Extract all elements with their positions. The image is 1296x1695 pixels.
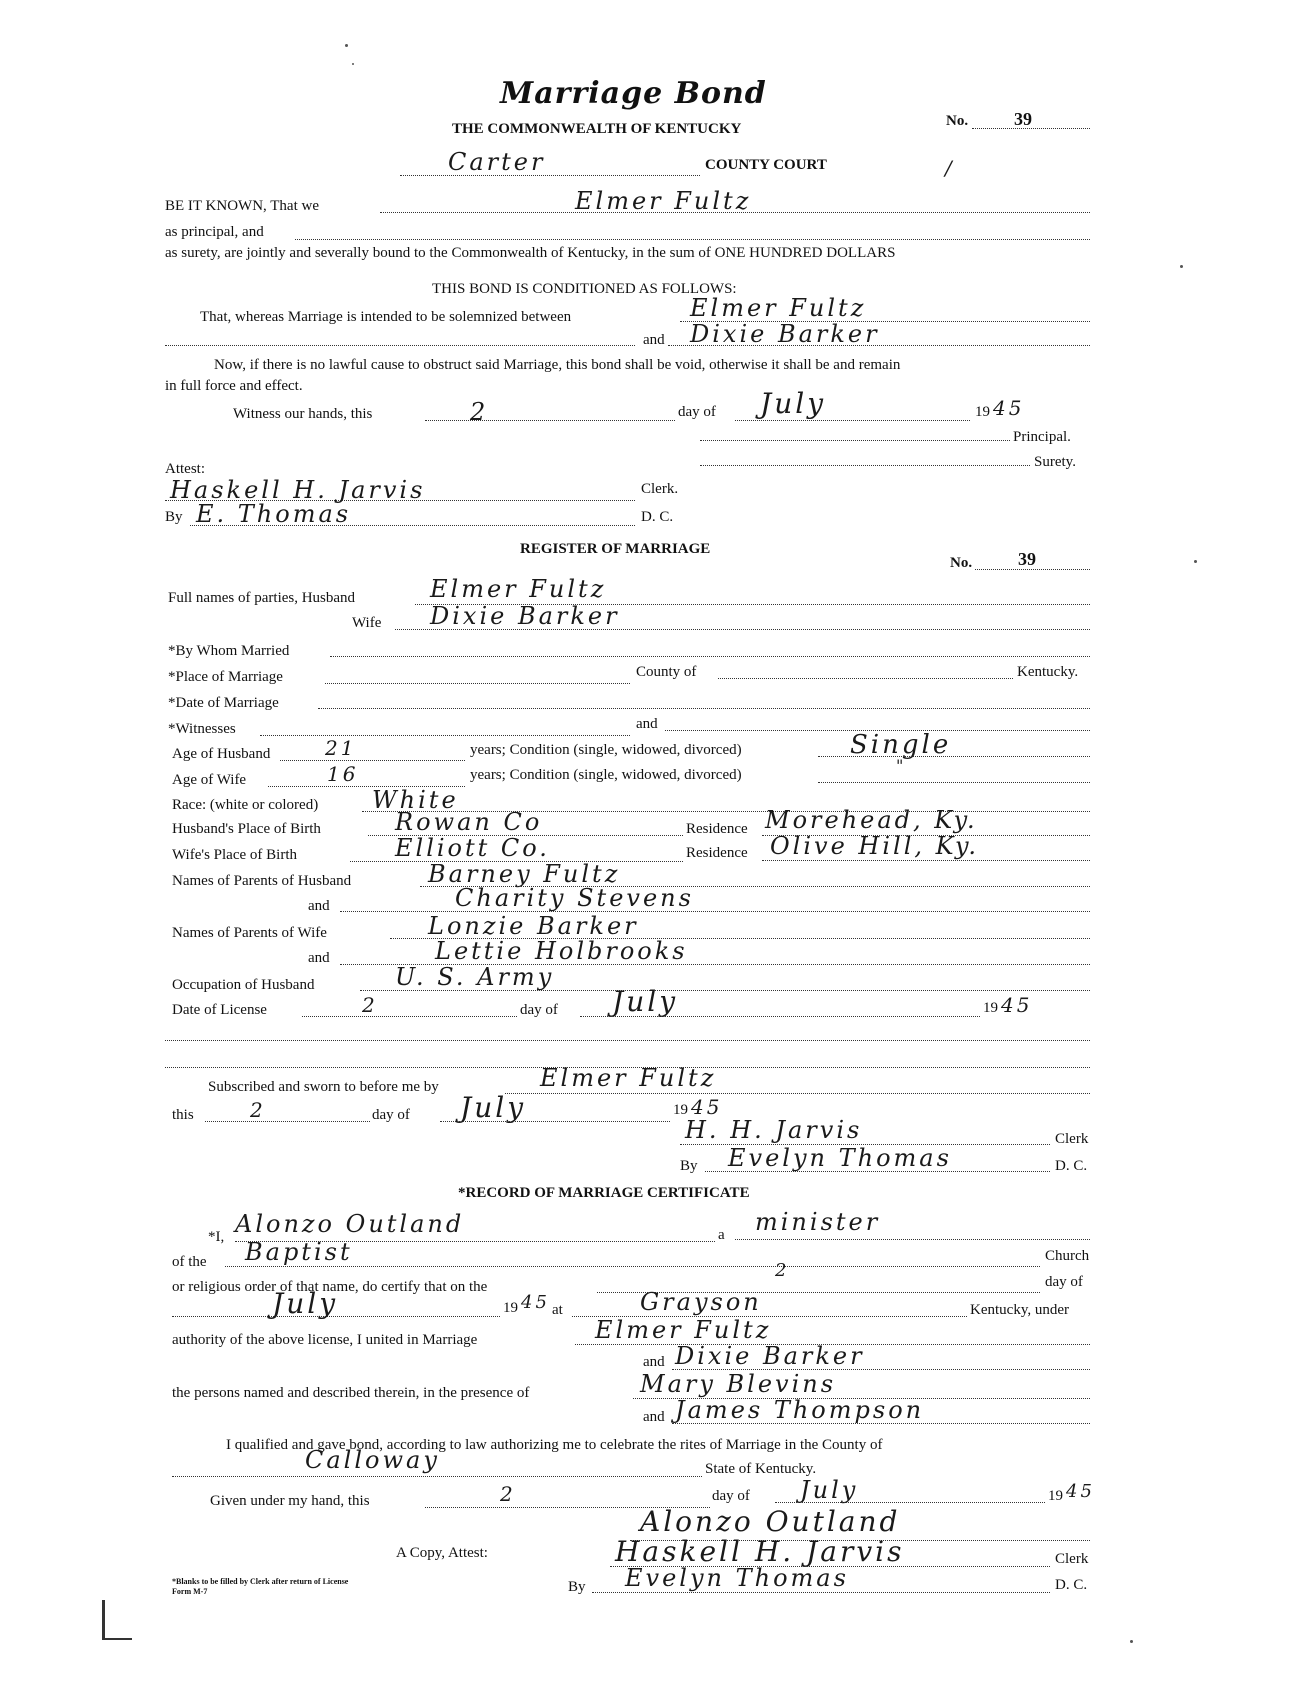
years-condition-wife-label: years; Condition (single, widowed, divorced) (470, 767, 742, 783)
copy-by-label: By (568, 1579, 586, 1595)
witness-month-line (735, 420, 970, 421)
state-of-kentucky: State of Kentucky. (705, 1461, 817, 1477)
sworn-name: Elmer Fultz (540, 1064, 717, 1092)
witness-year: 45 (993, 396, 1025, 420)
attest-dc-line (190, 525, 635, 526)
wife-birth-label: Wife's Place of Birth (172, 847, 297, 863)
copy-clerk-label: Clerk (1055, 1551, 1089, 1567)
by-whom-line (330, 656, 1090, 657)
cert-county-line (172, 1476, 702, 1477)
sworn-year: 45 (691, 1095, 723, 1119)
given-day: 2 (500, 1482, 516, 1506)
wife-residence: Olive Hill, Ky. (770, 832, 980, 860)
sworn-clerk-signature: H. H. Jarvis (685, 1116, 863, 1144)
parent-husband-1: Barney Fultz (428, 860, 621, 888)
as-principal-text: as principal, and (165, 224, 264, 240)
now-line2: in full force and effect. (165, 378, 303, 394)
cert-a-label: a (718, 1227, 725, 1243)
parents-husband-label: Names of Parents of Husband (172, 873, 352, 889)
principal-line (380, 212, 1090, 213)
sworn-name-line (505, 1093, 1090, 1094)
cert-and-bride-label: and (643, 1354, 665, 1370)
county-court-label: COUNTY COURT (705, 157, 827, 173)
condition-wife-ditto: " (896, 756, 907, 775)
given-year: 45 (1066, 1481, 1095, 1502)
age-husband: 21 (325, 736, 357, 760)
authority-text: authority of the above license, I united in Marriage (172, 1332, 478, 1348)
bond-party1: Elmer Fultz (690, 294, 867, 322)
scan-speck (1194, 560, 1197, 563)
cert-month: July (272, 1287, 339, 1320)
parent-wife-1: Lonzie Barker (428, 912, 639, 940)
full-names-label: Full names of parties, Husband (168, 590, 356, 606)
sworn-year-prefix: 19 (673, 1102, 688, 1118)
occupation-line (360, 990, 1090, 991)
as-surety-text: as surety, are jointly and severally bound to the Commonwealth of Kentucky, in the sum of ONE HUNDRED DOLLARS (165, 245, 896, 261)
wife-residence-label: Residence (686, 845, 748, 861)
cert-day: 2 (775, 1260, 790, 1281)
age-wife: 16 (327, 762, 359, 786)
bond-party2: Dixie Barker (690, 320, 880, 348)
witness-day-of: day of (678, 404, 716, 420)
be-it-known-text: BE IT KNOWN, That we (165, 198, 319, 214)
parents-wife-and: and (308, 950, 330, 966)
sworn-month-line (440, 1121, 670, 1122)
cert-bride: Dixie Barker (675, 1342, 865, 1370)
bond-and-label: and (643, 332, 665, 348)
condition-wife-line (818, 782, 1090, 783)
commonwealth-heading: THE COMMONWEALTH OF KENTUCKY (452, 121, 742, 137)
register-husband: Elmer Fultz (430, 575, 607, 603)
minister-name: Alonzo Outland (235, 1210, 465, 1238)
date-of-marriage-line (318, 708, 1090, 709)
county-line (400, 175, 700, 176)
license-day: 2 (362, 993, 378, 1017)
whereas-text: That, whereas Marriage is intended to be solemnized between (200, 309, 572, 325)
minister-title: minister (755, 1208, 881, 1236)
scan-edge-mark (102, 1600, 105, 1640)
cert-witness-2: James Thompson (675, 1396, 925, 1424)
attest-by-label: By (165, 509, 183, 525)
cert-witness-1: Mary Blevins (640, 1370, 837, 1398)
county-of-line (718, 678, 1013, 679)
sworn-day-line (205, 1121, 370, 1122)
witness-text: Witness our hands, this (233, 406, 373, 422)
age-husband-line (280, 760, 465, 761)
witness-day: 2 (470, 398, 489, 426)
register-number: 39 (1018, 549, 1036, 569)
cert-year: 45 (521, 1292, 550, 1313)
husband-residence-label: Residence (686, 821, 748, 837)
given-year-prefix: 19 (1048, 1488, 1063, 1504)
attest-label: Attest: (165, 461, 205, 477)
years-condition-label: years; Condition (single, widowed, divorced) (470, 742, 742, 758)
blank-line-1 (165, 1040, 1090, 1041)
church-name: Baptist (245, 1238, 353, 1266)
wife-birth: Elliott Co. (395, 834, 550, 862)
cert-witness-2-line (672, 1423, 1090, 1424)
license-day-of: day of (520, 1002, 558, 1018)
license-year: 45 (1001, 993, 1033, 1017)
sworn-by-label: By (680, 1158, 698, 1174)
kentucky-under-label: Kentucky, under (970, 1302, 1069, 1318)
parents-wife-label: Names of Parents of Wife (172, 925, 327, 941)
cert-place: Grayson (640, 1288, 762, 1316)
license-day-line (302, 1016, 517, 1017)
cert-county: Calloway (305, 1446, 440, 1474)
witness-year-prefix: 19 (975, 404, 990, 420)
sworn-dc-signature: Evelyn Thomas (728, 1144, 952, 1172)
footnote-form: Form M-7 (172, 1587, 208, 1596)
scan-speck (1180, 265, 1183, 268)
sworn-this-label: this (172, 1107, 194, 1123)
occupation-value: U. S. Army (395, 963, 555, 991)
license-month: July (612, 985, 679, 1018)
license-year-prefix: 19 (983, 1000, 998, 1016)
attest-clerk-signature: Haskell H. Jarvis (170, 476, 426, 504)
cert-day-of-label: day of (1045, 1274, 1083, 1290)
license-date-label: Date of License (172, 1002, 267, 1018)
sworn-clerk-label: Clerk (1055, 1131, 1089, 1147)
scan-edge-foot (102, 1638, 132, 1640)
cert-groom: Elmer Fultz (595, 1316, 772, 1344)
scan-speck (345, 44, 348, 47)
given-month: July (800, 1476, 859, 1504)
sworn-dc-line (705, 1171, 1050, 1172)
by-whom-label: *By Whom Married (168, 643, 290, 659)
husband-birth-label: Husband's Place of Birth (172, 821, 321, 837)
subscribed-text: Subscribed and sworn to before me by (208, 1079, 439, 1095)
principal-label: Principal. (1013, 429, 1071, 445)
place-label: *Place of Marriage (168, 669, 283, 685)
parent-husband-2: Charity Stevens (455, 884, 694, 912)
bond-number: 39 (1014, 109, 1032, 129)
wife-line (395, 629, 1090, 630)
qualified-text: I qualified and gave bond, according to law authorizing me to celebrate the rites of Marriage in the County of (226, 1437, 883, 1453)
register-no-label: No. (950, 555, 973, 571)
party2-line (668, 345, 1090, 346)
copy-dc-line (592, 1592, 1050, 1593)
given-day-of: day of (712, 1488, 750, 1504)
surety-sign-line (700, 465, 1030, 466)
principal-name: Elmer Fultz (575, 187, 752, 215)
cert-of-the-label: of the (172, 1254, 207, 1270)
witness-month: July (760, 387, 827, 420)
scan-speck (1130, 1640, 1133, 1643)
cert-year-prefix: 19 (503, 1300, 518, 1316)
parent-wife-2: Lettie Holbrooks (435, 937, 688, 965)
given-text: Given under my hand, this (210, 1493, 370, 1509)
religious-order-text: or religious order of that name, do certify that on the (172, 1279, 488, 1295)
cert-i-label: *I, (208, 1229, 225, 1245)
surety-name-line (295, 239, 1090, 240)
age-husband-label: Age of Husband (172, 746, 271, 762)
given-month-line (775, 1502, 1045, 1503)
husband-birth: Rowan Co (395, 808, 543, 836)
document-title: Marriage Bond (500, 76, 767, 111)
race-label: Race: (white or colored) (172, 797, 319, 813)
license-month-line (580, 1016, 980, 1017)
county-of-label: County of (636, 664, 697, 680)
attest-dc-label: D. C. (641, 509, 674, 525)
witness1-line (260, 735, 630, 736)
wife-label: Wife (352, 615, 382, 631)
footnote-blanks: *Blanks to be filled by Clerk after return of License (172, 1577, 349, 1586)
condition-husband: Single (850, 730, 952, 760)
tick-mark: / (945, 156, 955, 180)
presence-text: the persons named and described therein, in the presence of (172, 1385, 530, 1401)
copy-attest-label: A Copy, Attest: (396, 1545, 488, 1561)
minister-title-line (735, 1239, 1090, 1240)
wife-residence-line (762, 860, 1090, 861)
register-heading: REGISTER OF MARRIAGE (520, 541, 711, 557)
kentucky-label: Kentucky. (1017, 664, 1079, 680)
attest-dc-signature: E. Thomas (196, 500, 352, 528)
husband-residence: Morehead, Ky. (765, 806, 978, 834)
place-line (325, 683, 630, 684)
conditioned-heading: THIS BOND IS CONDITIONED AS FOLLOWS: (432, 281, 737, 297)
condition-husband-line (818, 756, 1090, 757)
parents-husband-and: and (308, 898, 330, 914)
cert-at-label: at (552, 1302, 563, 1318)
occupation-label: Occupation of Husband (172, 977, 315, 993)
surety-label: Surety. (1034, 454, 1076, 470)
now-line1: Now, if there is no lawful cause to obstruct said Marriage, this bond shall be void, otherwise it shall be and remain (214, 357, 901, 373)
sworn-month: July (460, 1091, 527, 1124)
copy-dc-signature: Evelyn Thomas (625, 1564, 849, 1592)
age-wife-label: Age of Wife (172, 772, 247, 788)
witness-day-line (425, 420, 675, 421)
sworn-dc-label: D. C. (1055, 1158, 1088, 1174)
scan-speck (352, 63, 354, 65)
register-no-line (975, 569, 1090, 570)
bond-no-label: No. (946, 113, 969, 129)
sworn-day-of: day of (372, 1107, 410, 1123)
sworn-day: 2 (250, 1098, 266, 1122)
attest-clerk-label: Clerk. (641, 481, 679, 497)
minister-signature: Alonzo Outland (640, 1505, 901, 1538)
church-line (225, 1266, 1040, 1267)
county-handwritten: Carter (448, 148, 546, 176)
party2-lead-line (165, 345, 635, 346)
race-value: White (372, 786, 459, 814)
church-label: Church (1045, 1248, 1090, 1264)
date-of-marriage-label: *Date of Marriage (168, 695, 279, 711)
cert-and-witness-label: and (643, 1409, 665, 1425)
copy-dc-label: D. C. (1055, 1577, 1088, 1593)
witnesses-label: *Witnesses (168, 721, 236, 737)
copy-clerk-signature: Haskell H. Jarvis (615, 1535, 905, 1568)
witnesses-and-label: and (636, 716, 658, 732)
certificate-heading: *RECORD OF MARRIAGE CERTIFICATE (458, 1185, 750, 1201)
register-wife: Dixie Barker (430, 602, 620, 630)
principal-sign-line (700, 440, 1010, 441)
